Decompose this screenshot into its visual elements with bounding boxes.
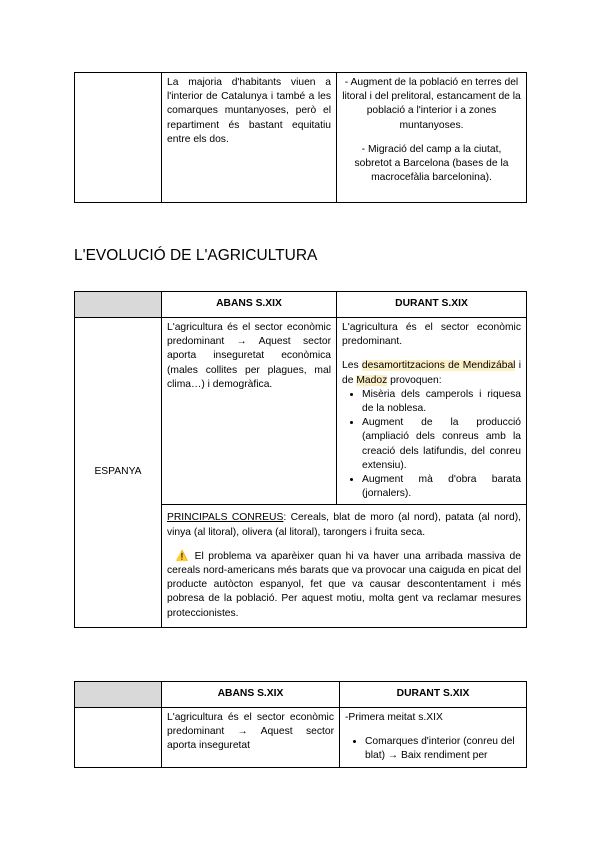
- section-title: L'EVOLUCIÓ DE L'AGRICULTURA: [74, 247, 318, 264]
- highlight-mendizabal: desamortitzacions de Mendizábal: [361, 360, 516, 372]
- list-item: • Comarques d'interior (conreu del blat) → Baix rendiment per: [365, 735, 521, 763]
- catalonia-before-text: L'agricultura és el sector econòmic predominant → Aquest sector aporta inseguretat: [167, 712, 334, 752]
- header-before: ABANS S.XIX: [162, 292, 337, 318]
- highlight-madoz: Madoz: [356, 374, 388, 386]
- population-during-cell: [337, 73, 527, 203]
- spain-before-cell: [162, 318, 337, 505]
- population-empty-cell: [75, 73, 162, 203]
- header-empty-cell: [75, 292, 162, 318]
- spain-during-p1: L'agricultura és el sector econòmic predominant.: [342, 322, 521, 348]
- spain-before-text: L'agricultura és el sector econòmic predominant → Aquest sector aporta inseguretat econòmica (males collites per plagues, mal clima…) i demogràfica.: [167, 322, 331, 390]
- spain-during-p2: Les desamortitzacions de Mendizábal i de Madoz provoquen:: [342, 360, 521, 386]
- population-during-p1: - Augment de la població en terres del litoral i del prelitoral, estancament de la població a l'interior i a zones muntanyoses.: [342, 77, 521, 131]
- row-label-empty: [75, 708, 162, 768]
- population-before-text: La majoria d'habitants viuen a l'interior de Catalunya i també a les comarques muntanyoses, però el repartiment és bastant equitatiu entre els dos.: [167, 77, 331, 145]
- row-label-spain: ESPANYA: [75, 318, 162, 628]
- population-during-p2: - Migració del camp a la ciutat, sobretot a Barcelona (bases de la macrocefàlia barcelonina).: [354, 143, 509, 184]
- agriculture-table-spain: [74, 291, 527, 628]
- catalonia-during-cell: [340, 708, 527, 768]
- warning-icon: ⚠️: [175, 550, 191, 562]
- consequences-list: [342, 388, 521, 502]
- crops-text: PRINCIPALS CONREUS: Cereals, blat de moro (al nord), patata (al nord), vinya (al litoral), olivera (al litoral), tarongers i fruita seca.: [167, 512, 521, 538]
- agriculture-table-catalonia: [74, 681, 527, 768]
- catalonia-during-p1: -Primera meitat s.XIX: [345, 712, 443, 723]
- catalonia-before-cell: [162, 708, 340, 768]
- header-during: DURANT S.XIX: [337, 292, 527, 318]
- spain-during-cell: [337, 318, 527, 505]
- header-during: DURANT S.XIX: [340, 682, 527, 708]
- crops-cell: [162, 505, 527, 627]
- crops-label: PRINCIPALS CONREUS: [167, 512, 284, 524]
- catalonia-list: [345, 735, 521, 763]
- header-empty-cell: [75, 682, 162, 708]
- population-before-cell: [162, 73, 337, 203]
- warning-text: ⚠️ El problema va aparèixer quan hi va haver una arribada massiva de cereals nord-americans més barats que va provocar una caiguda en picat del producte autòcton espanyol, fet que va causar descontentament i més pobresa de la població. Per aquest motiu, molta gent va reclamar mesures proteccionistes.: [167, 550, 521, 619]
- list-item: • Misèria dels camperols i riquesa de la noblesa.: [362, 388, 521, 416]
- list-item: • Augment de la producció (ampliació dels conreus amb la creació dels latifundis, del conreu extensiu).: [362, 416, 521, 473]
- list-item: • Augment mà d'obra barata (jornalers).: [362, 473, 521, 501]
- header-before: ABANS S.XIX: [162, 682, 340, 708]
- population-table: [74, 72, 527, 203]
